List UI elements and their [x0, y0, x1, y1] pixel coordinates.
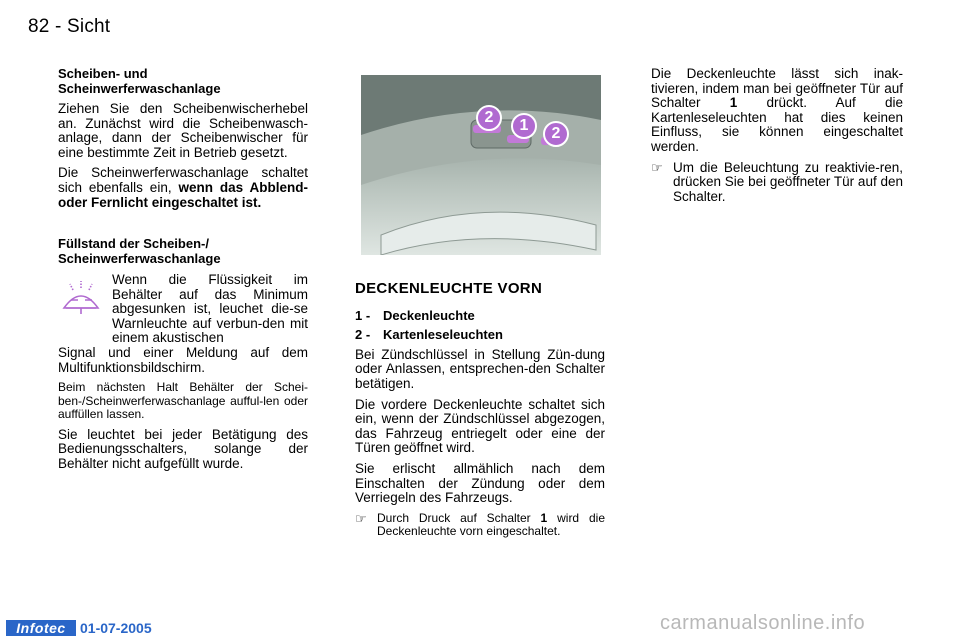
bullet-text-pre: Durch Druck auf Schalter: [377, 510, 541, 525]
level-paragraph-2: Beim nächsten Halt Behälter der Schei-ben-/Scheinwerferwaschanlage aufful-len oder auffüllen lassen.: [58, 380, 308, 422]
light-bullet: [355, 512, 605, 539]
washer-paragraph-1: Ziehen Sie den Scheibenwischerhebel an. Zunächst wird die Scheibenwasch-anlage, dann der Scheibenwischer für eine bestimmte Zeit in Betrieb gesetzt.: [58, 101, 308, 160]
legend-label: Kartenleseleuchten: [383, 327, 503, 343]
light-bullet-text: [377, 512, 605, 539]
deactivate-text-post: drückt. Auf die Kartenleseleuchten hat dies keinen Einfluss, sie können eingeschaltet werden.: [651, 95, 903, 154]
section-heading-washer: Scheiben- und Scheinwerferwaschanlage: [58, 66, 221, 96]
section-title-deckenleuchte: DECKENLEUCHTE VORN: [355, 280, 543, 297]
infotec-logo: Infotec: [6, 620, 76, 636]
legend-number: 2 -: [355, 327, 371, 343]
pointing-hand-icon: ☞: [651, 159, 663, 175]
washer-fluid-warning-icon: [58, 278, 104, 318]
page-header: 82 - Sicht: [28, 16, 111, 37]
level-paragraph-1: Wenn die Flüssigkeit im Behälter auf das Minimum abgesunken ist, leuchet die-se Warnleuchte auf verbun-den mit einem akustischen: [112, 272, 308, 346]
left-column-level: [58, 237, 308, 477]
legend-item-2: [355, 328, 605, 343]
left-column: [58, 67, 308, 216]
middle-column: [355, 282, 605, 539]
deactivate-paragraph: [651, 67, 903, 155]
deactivate-text-pre: Die Deckenleuchte lässt sich inak-tivieren, indem man bei geöffneter Tür auf Schalter: [651, 66, 903, 111]
washer-paragraph-2: [58, 166, 308, 210]
pointing-hand-icon: ☞: [355, 510, 367, 526]
light-paragraph-3: Sie erlischt allmählich nach dem Einschalten der Zündung oder dem Verriegeln des Fahrzeugs.: [355, 460, 605, 506]
level-paragraph-3: Sie leuchtet bei jeder Betätigung des Bedienungsschalters, solange der Behälter nicht aufgefüllt wurde.: [58, 426, 308, 471]
legend-label: Deckenleuchte: [383, 307, 475, 323]
light-paragraph-2: Die vordere Deckenleuchte schaltet sich ein, wenn der Zündschlüssel abgezogen, das Fahrzeug entriegelt oder eine der Türen geöffnet wird.: [355, 396, 605, 456]
section-heading-level: Füllstand der Scheiben-/ Scheinwerferwaschanlage: [58, 236, 221, 266]
deactivate-text-bold: 1: [729, 95, 738, 111]
photo-label-2-right: 2: [543, 121, 569, 147]
bullet-text-bold: 1: [540, 510, 548, 525]
level-paragraph-1b: Signal und einer Meldung auf dem Multifunktionsbildschirm.: [58, 344, 308, 375]
washer-paragraph-2-text: Die Scheinwerferwaschanlage schaltet sich ebenfalls ein,: [58, 165, 308, 195]
right-column: [651, 67, 903, 204]
washer-paragraph-2-bold: wenn das Abblend- oder Fernlicht eingeschaltet ist.: [58, 179, 308, 210]
reactivate-bullet-text: Um die Beleuchtung zu reaktivie-ren, drücken Sie bei geöffneter Tür auf den Schalter.: [673, 159, 903, 204]
watermark: carmanualsonline.info: [660, 612, 866, 634]
light-paragraph-1: Bei Zündschlüssel in Stellung Zün-dung oder Anlassen, entsprechen-den Schalter betätigen.: [355, 346, 605, 391]
photo-label-2-left: 2: [476, 105, 502, 131]
legend-number: 1 -: [355, 307, 371, 323]
ceiling-light-photo: [361, 75, 601, 255]
legend-item-1: [355, 309, 605, 324]
bullet-text-post: wird die Deckenleuchte vorn eingeschaltet.: [377, 510, 605, 539]
footer-date: 01-07-2005: [80, 620, 152, 636]
reactivate-bullet: [651, 161, 903, 205]
photo-label-1: 1: [511, 113, 537, 139]
